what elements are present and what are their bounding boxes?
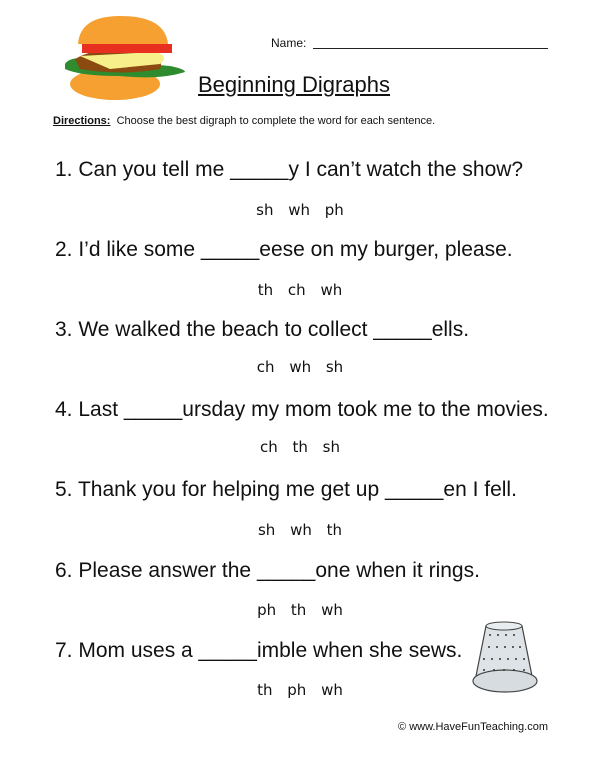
options-3: ch wh sh [256, 358, 344, 376]
options-4: ch th sh [260, 438, 340, 456]
name-label: Name: [271, 36, 307, 50]
thimble-illustration [472, 618, 546, 698]
page-title: Beginning Digraphs [198, 72, 391, 97]
options-5: sh wh th [257, 521, 343, 539]
hamburger-illustration [60, 14, 190, 104]
question-6: 6. Please answer the _____one when it rings. [55, 559, 480, 582]
options-7: th ph wh [257, 681, 343, 699]
question-4: 4. Last _____ursday my mom took me to the movies. [55, 398, 549, 421]
directions-label: Directions: [53, 115, 111, 127]
question-7: 7. Mom uses a _____imble when she sews. [55, 639, 463, 662]
directions [53, 115, 435, 127]
question-2: 2. I’d like some _____eese on my burger, please. [55, 238, 513, 261]
options-6: ph th wh [257, 601, 343, 619]
options-1: sh wh ph [256, 201, 344, 219]
question-3: 3. We walked the beach to collect _____ells. [55, 318, 470, 341]
directions-text: Choose the best digraph to complete the word for each sentence. [116, 115, 436, 127]
copyright-footer: © www.HaveFunTeaching.com [398, 721, 548, 733]
options-2: th ch wh [257, 281, 343, 299]
question-5: 5. Thank you for helping me get up _____en I fell. [55, 478, 517, 501]
name-input-line[interactable] [313, 48, 548, 49]
question-1: 1. Can you tell me _____y I can’t watch the show? [55, 158, 524, 181]
